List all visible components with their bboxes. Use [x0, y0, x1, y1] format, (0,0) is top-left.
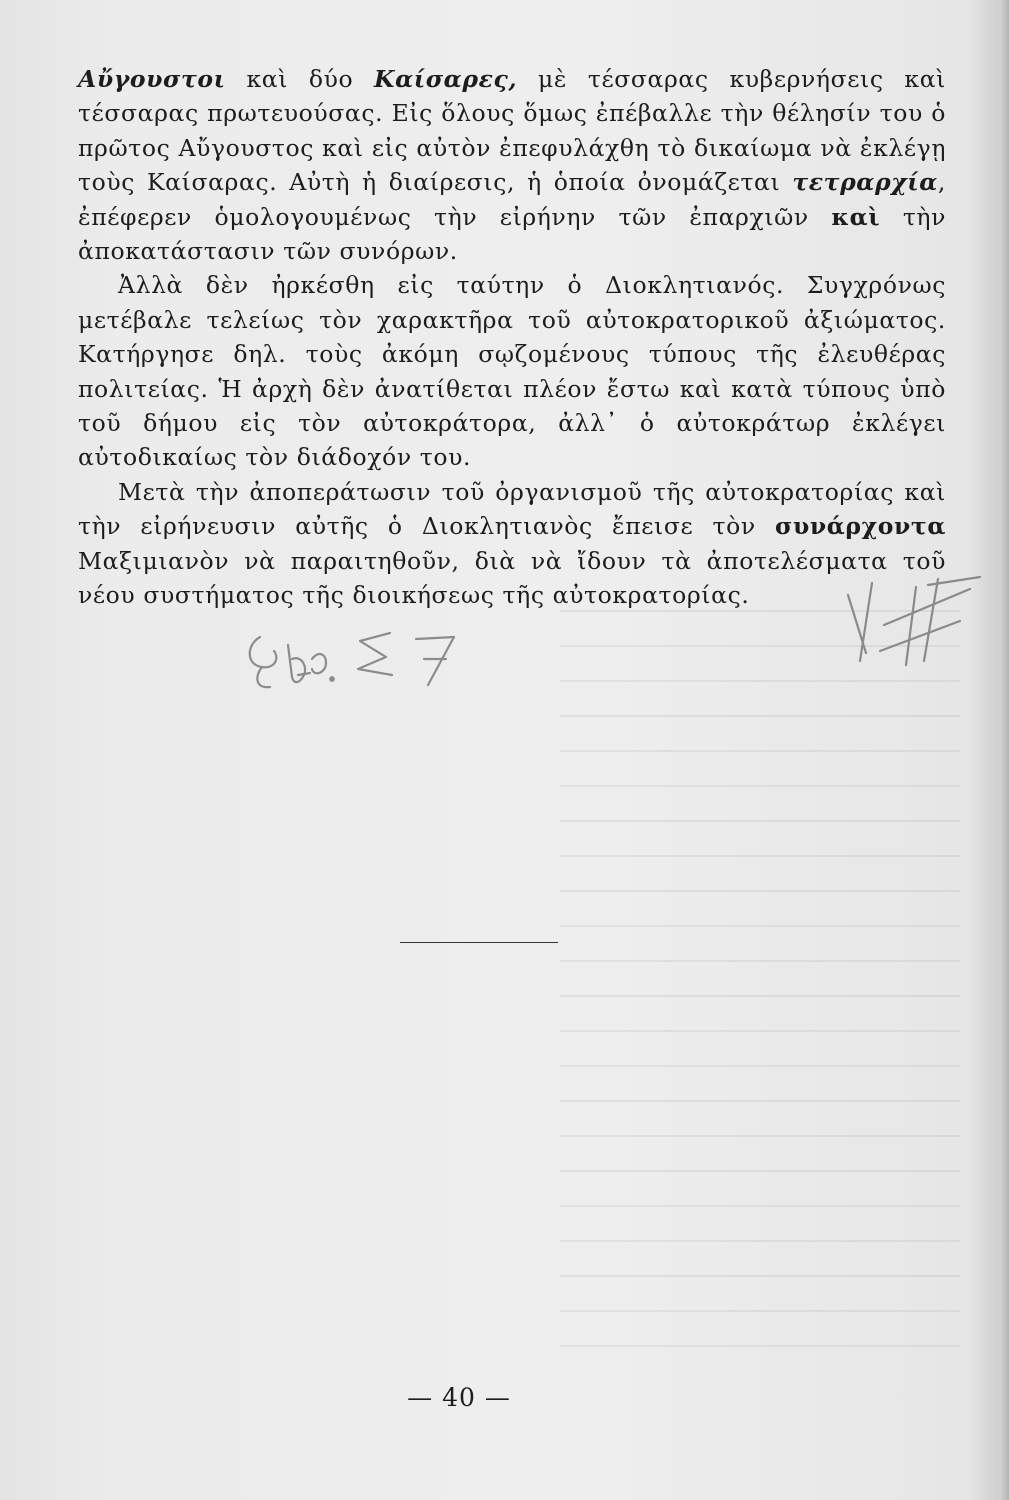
term-tetrarchia: τετραρχία — [792, 168, 938, 197]
text-run: Μαξιμιανὸν νὰ παραιτηθοῦν, διὰ νὰ ἴδουν τὰ ἀποτελέσματα τοῦ νέου συστήματος τῆς διοικήσεως τῆς αὐτοκρατορίας. — [78, 546, 946, 610]
text-run: , ἐπέφερεν ὁμολογουμένως τὴν εἰρήνην τῶν ἐπαρχιῶν — [78, 168, 946, 231]
paragraph-2 — [78, 268, 946, 474]
term-kaisares: Καίσαρες, — [374, 65, 518, 93]
page-edge-shadow — [999, 0, 1009, 1500]
show-through-texture — [560, 610, 960, 1370]
text-run: μὲ τέσσαρας κυβερνήσεις καὶ τέσσαρας πρωτευούσας. Εἰς ὅλους ὅμως ἐπέβαλλε τὴν θέλησίν του ὁ πρῶτος Αὔγουστος καὶ εἰς αὐτὸν ἐπεφυλάχθη τὸ δικαίωμα νὰ ἐκλέγῃ τοὺς Καίσαρας. Αὐτὴ ἡ διαίρεσις, ἡ ὁποία ὀνομάζεται — [78, 65, 946, 197]
text-run: Ἀλλὰ δὲν ἠρκέσθη εἰς ταύτην ὁ Διοκλητιανός. Συγχρόνως μετέβαλε τελείως τὸν χαρακτῆρα τοῦ αὐτοκρατορικοῦ ἀξιώματος. Κατήργησε δηλ. τοὺς ἀκόμη σῳζομένους τύπους τῆς ἐλευθέρας πολιτείας. Ἡ ἀρχὴ δὲν ἀνατίθεται πλέον ἔστω καὶ κατὰ τύπους ὑπὸ τοῦ δήμου εἰς τὸν αὐτοκράτορα, ἀλλ᾽ ὁ αὐτοκράτωρ ἐκλέγει αὐτοδικαίως τὸν διάδοχόν του. — [78, 271, 946, 472]
separator-rule — [400, 942, 558, 943]
text-run: τὴν ἀποκατάστασιν τῶν συνόρων. — [78, 202, 946, 266]
term-augustoi: Αὔγουστοι — [78, 65, 226, 93]
text-run-bold: καὶ — [831, 202, 881, 231]
page-number: — 40 — — [407, 1383, 511, 1412]
paragraph-3 — [78, 475, 946, 613]
text-run: Μετὰ τὴν ἀποπεράτωσιν τοῦ ὀργανισμοῦ τῆς αὐτοκρατορίας καὶ τὴν εἰρήνευσιν αὐτῆς ὁ Διοκλητιανὸς ἔπεισε τὸν — [78, 477, 946, 541]
handwritten-note — [240, 615, 500, 695]
term-synarchonta: συνάρχοντα — [775, 512, 946, 541]
paragraph-1 — [78, 62, 946, 268]
text-run: καὶ δύο — [225, 65, 375, 93]
body-text — [78, 62, 946, 613]
